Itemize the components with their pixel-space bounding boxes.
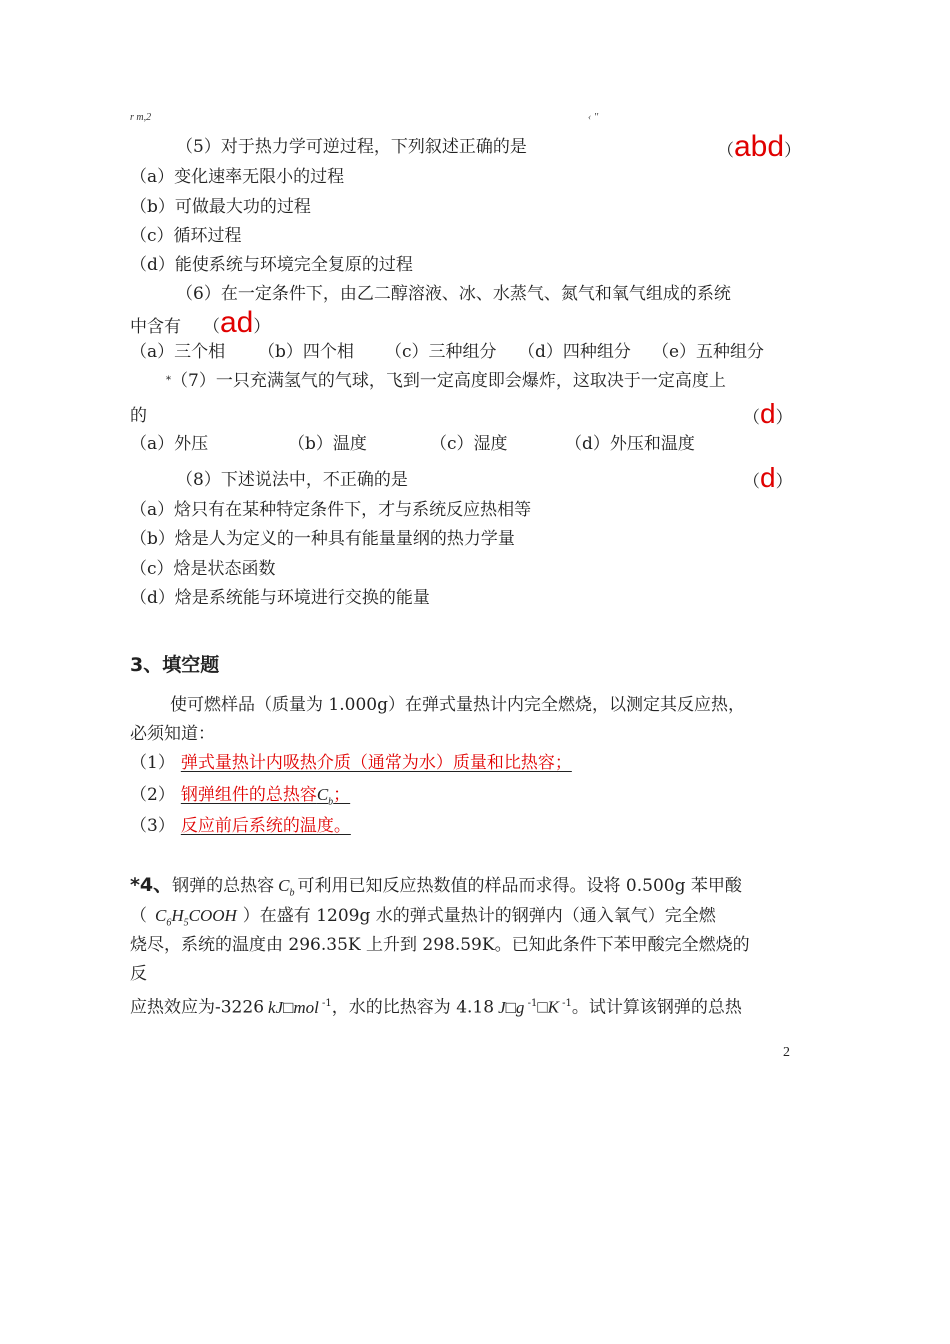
item2-number: （2）	[130, 785, 175, 805]
item3-answer: 反应前后系统的温度。	[180, 816, 351, 836]
q6-option-c: （c）三种组分	[385, 342, 497, 362]
item1-blank	[175, 753, 582, 773]
s4-sup3: -1	[558, 998, 572, 1009]
q6-stem-line2-box: 中含有 （ad）	[130, 306, 271, 339]
q7-option-c: （c）湿度	[430, 434, 508, 454]
q8-option-c: （c）焓是状态函数	[130, 559, 276, 579]
q6-option-b: （b）四个相	[258, 342, 354, 362]
item2-sub: b	[328, 796, 334, 808]
q5-answer-box: （abd）	[717, 130, 802, 163]
item3-number: （3）	[130, 816, 175, 836]
item1-number: （1）	[130, 753, 175, 773]
formula-rest: COOH	[188, 906, 237, 925]
item2-symbol: C	[316, 785, 329, 804]
item2-answer: 钢弹组件的总热容	[180, 785, 317, 805]
s4-line1-b: 可利用已知反应热数值的样品而求得。设将 0.500g 苯甲酸	[297, 876, 742, 896]
q7-option-d: （d）外压和温度	[565, 434, 695, 454]
q7-stem-line1-box	[166, 370, 726, 392]
q7-answer: d	[760, 398, 776, 429]
section3-intro-line1: 使可燃样品（质量为 1.000g）在弹式量热计内完全燃烧，以测定其反应热，	[170, 695, 745, 715]
item3-blank	[175, 816, 361, 836]
q7-star: *	[166, 375, 171, 386]
s4-line5-c: 。试计算该钢弹的总热	[571, 997, 742, 1018]
s4-line1-sub: b	[289, 887, 295, 899]
q8-option-b: （b）焓是人为定义的一种具有能量量纲的热力学量	[130, 529, 515, 549]
section3-item1	[130, 752, 582, 774]
q6-option-e: （e）五种组分	[652, 342, 765, 362]
section4-line1	[130, 874, 742, 904]
q8-stem: （8）下述说法中，不正确的是	[176, 470, 408, 490]
formula-h: H	[171, 906, 184, 925]
q6-stem-line1: （6）在一定条件下，由乙二醇溶液、冰、水蒸气、氮气和氧气组成的系统	[176, 284, 731, 304]
q7-stem-line2: 的	[130, 406, 147, 426]
s4-line1-sym: C	[278, 876, 290, 895]
q7-stem-line1: （7）一只充满氢气的气球，飞到一定高度即会爆炸，这取决于一定高度上	[171, 371, 726, 391]
header-fragment-right: ‹ ''	[588, 112, 599, 123]
s4-unit3: □K	[537, 997, 559, 1017]
s4-unit1: kJ□mol	[268, 997, 319, 1017]
section4-line2	[130, 905, 716, 934]
s4-line1-a: 钢弹的总热容	[172, 876, 275, 896]
s4-line5-b: ，水的比热容为 4.18	[331, 997, 495, 1018]
page-number: 2	[783, 1045, 790, 1060]
q5-option-d: （d）能使系统与环境完全复原的过程	[130, 255, 413, 275]
q8-option-a: （a）焓只有在某种特定条件下，才与系统反应热相等	[130, 500, 532, 520]
q7-option-b: （b）温度	[288, 434, 367, 454]
s4-line5-a: 应热效应为-3226	[130, 997, 265, 1018]
section4-line3: 烧尽，系统的温度由 296.35K 上升到 298.59K。已知此条件下苯甲酸完全燃烧的	[130, 935, 750, 955]
q5-stem: （5）对于热力学可逆过程，下列叙述正确的是	[176, 137, 527, 157]
q8-option-d: （d）焓是系统能与环境进行交换的能量	[130, 588, 430, 608]
q6-answer: ad	[220, 306, 254, 339]
s4-sup2: -1	[524, 998, 538, 1009]
q6-option-d: （d）四种组分	[518, 342, 631, 362]
section4-heading: *4、	[130, 874, 173, 896]
s4-line2-open: （	[130, 906, 147, 926]
section3-intro-line2: 必须知道：	[130, 724, 215, 744]
q5-answer: abd	[734, 130, 785, 163]
formula-h-sub: 5	[183, 917, 189, 929]
s4-sup1: -1	[318, 998, 332, 1009]
section4-line5	[130, 993, 742, 1019]
s4-unit2: J□g	[498, 997, 525, 1017]
q8-answer: d	[760, 462, 776, 493]
q5-option-a: （a）变化速率无限小的过程	[130, 167, 345, 187]
q5-option-b: （b）可做最大功的过程	[130, 197, 311, 217]
item1-answer: 弹式量热计内吸热介质（通常为水）质量和比热容；	[180, 753, 572, 773]
section3-heading: 3、填空题	[130, 654, 220, 676]
q5-option-c: （c）循环过程	[130, 226, 242, 246]
q8-answer-box: （d）	[743, 462, 793, 493]
section4-line4: 反	[130, 964, 147, 984]
section3-item3	[130, 815, 361, 837]
formula-c: C	[155, 906, 167, 925]
q7-answer-box: （d）	[743, 398, 793, 429]
item2-blank	[175, 785, 356, 808]
section3-item2	[130, 784, 356, 813]
item2-end: ；	[333, 785, 351, 805]
formula-c-sub: 6	[166, 917, 172, 929]
q7-option-a: （a）外压	[130, 434, 209, 454]
header-fragment-left: r m,2	[130, 112, 152, 123]
q6-option-a: （a）三个相	[130, 342, 226, 362]
q6-stem-line2: 中含有	[130, 317, 181, 337]
s4-line2-close: ）在盛有 1209g 水的弹式量热计的钢弹内（通入氧气）完全燃	[242, 906, 716, 926]
